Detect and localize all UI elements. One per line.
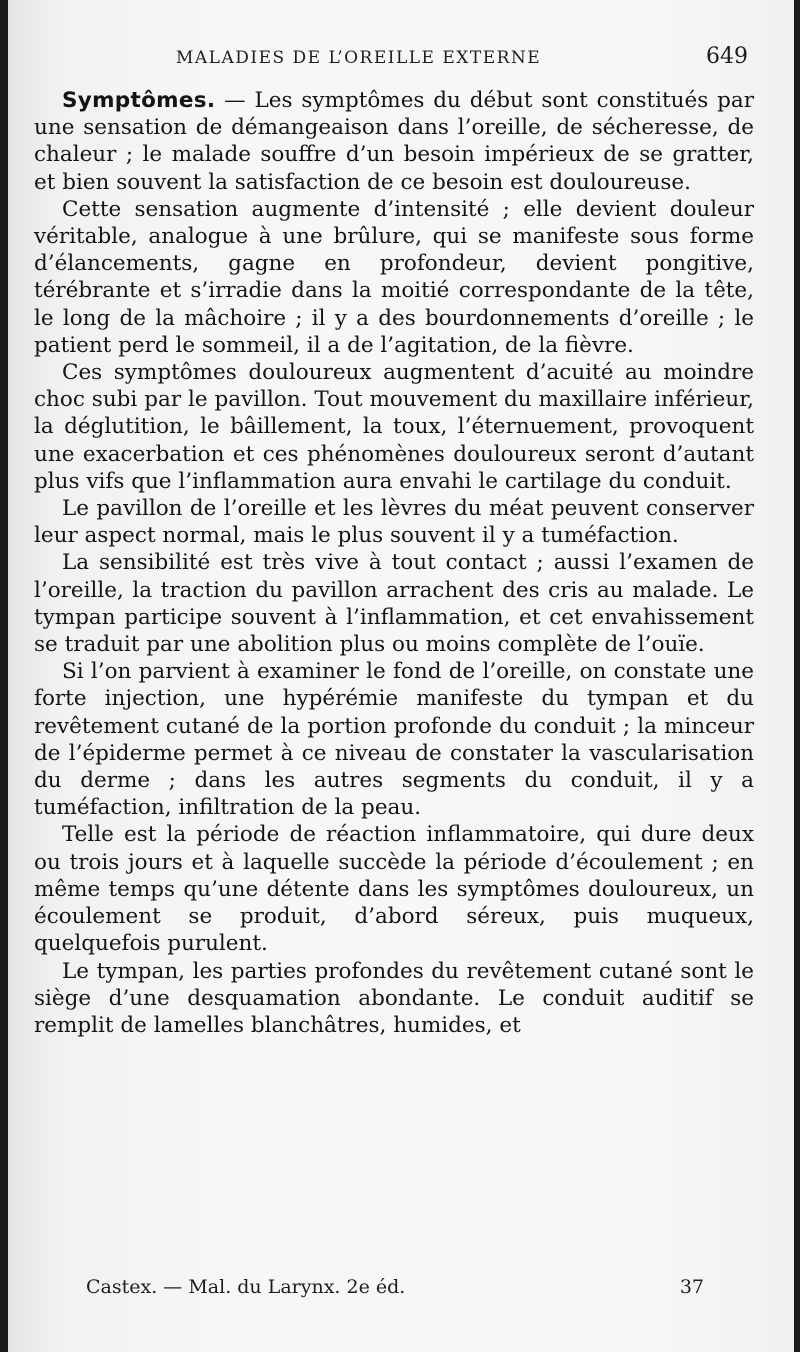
page-number: 649 [706,44,748,69]
paragraph [34,87,754,196]
running-head: MALADIES DE L’OREILLE EXTERNE [176,48,542,68]
footer-citation: Castex. — Mal. du Larynx. 2e éd. [86,1276,406,1298]
paragraph: Telle est la période de réaction inflammatoire, qui dure deux ou trois jours et à laquelle succède la période d’écoulement ; en même temps qu’une détente dans les symptômes douloureux, un écoulement se produit, d’abord séreux, puis muqueux, quelquefois purulent. [34,822,754,957]
paragraph: Ces symptômes douloureux augmentent d’acuité au moindre choc subi par le pavillon. Tout mouvement du maxillaire inférieur, la déglutition, le bâillement, la toux, l’éternuement, provoquent une exacerbation et ces phénomènes douloureux seront d’autant plus vifs que l’inflammation aura envahi le cartilage du conduit. [34,360,754,494]
paragraph: La sensibilité est très vive à tout contact ; aussi l’examen de l’oreille, la traction du pavillon arrachent des cris au malade. Le tympan participe souvent à l’inflammation, et cet envahissement se traduit par une abolition plus ou moins complète de l’ouïe. [34,550,754,658]
paragraph: Cette sensation augmente d’intensité ; elle devient douleur véritable, analogue à une brûlure, qui se manifeste sous forme d’élancements, gagne en profondeur, devient pongitive, térébrante et s’irradie dans la moitié correspondante de la tête, le long de la mâchoire ; il y a des bourdonnements d’oreille ; le patient perd le sommeil, il a de l’agitation, de la fièvre. [34,196,754,358]
page-footer [8,1276,794,1306]
book-page [8,0,794,1352]
paragraph: Le pavillon de l’oreille et les lèvres du méat peuvent conserver leur aspect normal, mais le plus souvent il y a tuméfaction. [34,496,754,549]
section-lead: Symptômes. [62,88,216,113]
paragraph: Le tympan, les parties profondes du revêtement cutané sont le siège d’une desquamation abondante. Le conduit auditif se remplit de lamelles blanchâtres, humides, et [34,958,754,1038]
body-text [34,87,754,1039]
paragraph-text: — Les symptômes du début sont constitués par une sensation de démangeaison dans l’oreille, de sécheresse, de chaleur ; le malade souffre d’un besoin impérieux de se gratter, et bien souvent la satisfaction de ce besoin est douloureuse. [34,88,754,195]
signature-mark: 37 [679,1276,704,1298]
paragraph: Si l’on parvient à examiner le fond de l’oreille, on constate une forte injection, une hypérémie manifeste du tympan et du revêtement cutané de la portion profonde du conduit ; la minceur de l’épiderme permet à ce niveau de constater la vascularisation du derme ; dans les autres segments du conduit, il y a tuméfaction, infiltration de la peau. [34,659,754,821]
page-header [8,42,794,72]
